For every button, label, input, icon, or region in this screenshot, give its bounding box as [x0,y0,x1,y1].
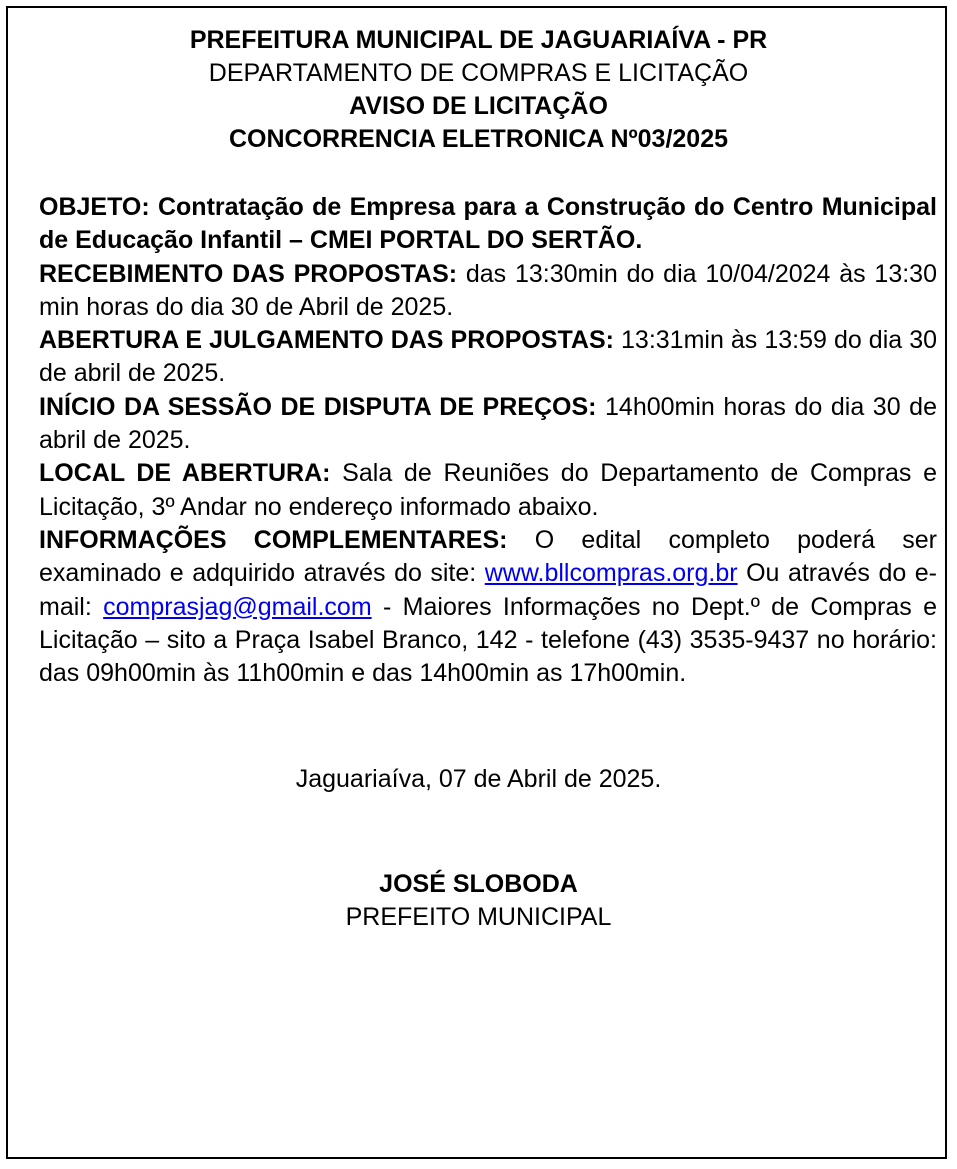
informacoes-label: INFORMAÇÕES COMPLEMENTARES: [39,525,508,554]
objeto-text: Contratação de Empresa para a Construção do Centro Municipal de Educação Infantil – CMEI PORTAL DO SERTÃO. [39,193,937,255]
procurement-number: CONCORRENCIA ELETRONICA Nº03/2025 [228,125,729,153]
notice-title: AVISO DE LICITAÇÃO [349,92,608,120]
municipality-title: PREFEITURA MUNICIPAL DE JAGUARIAÍVA - PR [189,26,768,54]
recebimento-paragraph [39,258,937,325]
local-abertura-label: LOCAL DE ABERTURA: [39,459,331,488]
informacoes-paragraph [39,524,937,690]
informacoes-text-3: - Maiores Informações no Dept.º de Compras e Licitação – sito a Praça Isabel Branco, 142 - telefone (43) 3535-9437 no horário: das 09h00min às 11h00min e das 14h00min as 17h00min. [39,592,937,688]
local-abertura-paragraph [39,457,937,524]
abertura-julgamento-text: 13:31min às 13:59 do dia 30 de abril de 2025. [39,326,938,388]
signatory-title: PREFEITO MUNICIPAL [345,903,612,931]
notice-frame [6,6,947,1159]
site-link[interactable]: www.bllcompras.org.br [484,559,738,588]
recebimento-label: RECEBIMENTO DAS PROPOSTAS: [39,259,458,288]
abertura-julgamento-paragraph [39,324,937,391]
recebimento-text: das 13:30min do dia 10/04/2024 às 13:30 min horas do dia 30 de Abril de 2025. [39,259,937,321]
inicio-sessao-label: INÍCIO DA SESSÃO DE DISPUTA DE PREÇOS: [39,392,597,421]
notice-header [8,24,949,156]
notice-body [39,191,937,690]
local-abertura-text: Sala de Reuniões do Departamento de Compras e Licitação, 3º Andar no endereço informado abaixo. [39,459,937,521]
objeto-label: OBJETO: [39,193,150,221]
inicio-sessao-text: 14h00min horas do dia 30 de abril de 2025. [39,392,937,455]
informacoes-text-2: Ou através do e-mail: [39,559,937,621]
inicio-sessao-paragraph [39,391,937,458]
informacoes-text-1: O edital completo poderá ser examinado e adquirido através do site: [39,525,937,588]
signature-block [8,868,949,934]
email-link[interactable]: comprasjag@gmail.com [103,592,372,621]
signatory-name: JOSÉ SLOBODA [379,870,578,898]
abertura-julgamento-label: ABERTURA E JULGAMENTO DAS PROPOSTAS: [39,326,614,355]
department-title: DEPARTAMENTO DE COMPRAS E LICITAÇÃO [208,59,749,87]
objeto-paragraph [39,191,937,258]
date-line: Jaguariaíva, 07 de Abril de 2025. [295,765,662,793]
